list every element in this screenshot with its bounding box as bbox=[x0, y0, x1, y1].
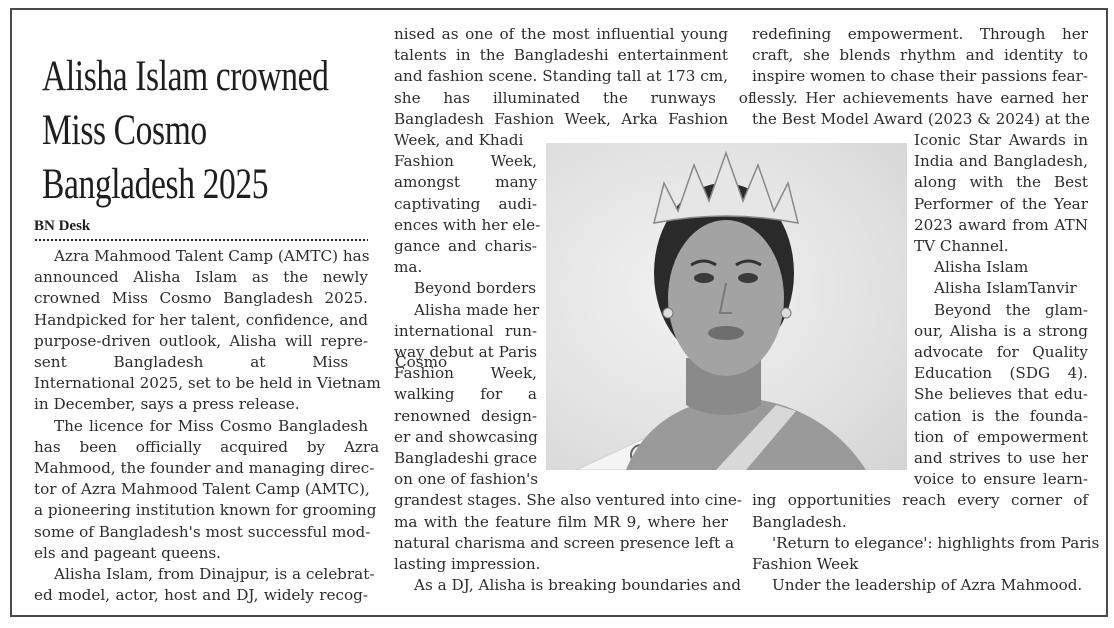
text-line: ing opportunities reach every corner of bbox=[752, 491, 1088, 510]
right-eye bbox=[738, 273, 758, 283]
text-line: er and showcasing bbox=[394, 427, 538, 446]
text-line: sent Bangladesh at Miss Cosmo bbox=[34, 353, 448, 372]
text-line: grandest stages. She also ventured into cine- bbox=[394, 491, 743, 510]
text-line: Beyond the glam- bbox=[934, 300, 1088, 319]
text-line: announced Alisha Islam as the newly bbox=[34, 268, 368, 287]
text-line: gance and charis- bbox=[394, 237, 537, 256]
text-line: natural charisma and screen presence left a bbox=[394, 533, 735, 552]
text-line: Alisha IslamTanvir bbox=[934, 279, 1077, 298]
text-line: The licence for Miss Cosmo Bangladesh bbox=[54, 416, 368, 435]
text-line: has been officially acquired by Azra bbox=[34, 437, 380, 456]
face bbox=[668, 220, 784, 376]
column-1 bbox=[34, 246, 448, 606]
portrait-illustration bbox=[546, 143, 907, 470]
text-line: talents in the Bangladeshi entertainment bbox=[394, 46, 728, 65]
portrait-photo bbox=[546, 143, 907, 470]
text-line: cation is the founda- bbox=[914, 406, 1088, 425]
text-line: As a DJ, Alisha is breaking boundaries and bbox=[414, 576, 742, 595]
byline: BN Desk bbox=[34, 218, 91, 234]
text-line: purpose-driven outlook, Alisha will repre- bbox=[34, 331, 368, 350]
text-line: our, Alisha is a strong bbox=[914, 321, 1088, 340]
text-line: in December, says a press release. bbox=[34, 395, 300, 414]
text-line: walking for a bbox=[394, 385, 537, 404]
text-line: on one of fashion's bbox=[394, 470, 539, 489]
text-line: the Best Model Award (2023 & 2024) at the bbox=[752, 109, 1090, 128]
text-line: Week, and Khadi bbox=[394, 131, 524, 150]
right-earring bbox=[781, 308, 791, 318]
text-line: lessly. Her achievements have earned her bbox=[752, 88, 1088, 107]
text-line: ma with the feature film MR 9, where her bbox=[394, 512, 728, 531]
text-line: Fashion Week bbox=[752, 555, 859, 574]
text-line: captivating audi- bbox=[394, 194, 537, 213]
text-line: Bangladesh Fashion Week, Arka Fashion bbox=[394, 109, 728, 128]
crown bbox=[654, 153, 798, 223]
text-line: inspire women to chase their passions fear- bbox=[752, 67, 1088, 86]
text-line: Alisha Islam, from Dinajpur, is a celebrat- bbox=[54, 565, 375, 584]
text-line: craft, she blends rhythm and identity to bbox=[752, 46, 1088, 65]
text-line: Iconic Star Awards in bbox=[914, 131, 1088, 150]
text-line: 'Return to elegance': highlights from Paris bbox=[772, 533, 1100, 552]
text-line: Azra Mahmood Talent Camp (AMTC) has bbox=[54, 247, 370, 265]
text-line: nised as one of the most influential young bbox=[394, 25, 728, 43]
text-line: Bangladeshi grace bbox=[394, 449, 538, 468]
subhead: Beyond borders bbox=[414, 279, 537, 298]
text-line: Performer of the Year bbox=[914, 194, 1088, 213]
text-line: Education (SDG 4). bbox=[914, 364, 1088, 383]
text-line: amongst many bbox=[394, 173, 537, 192]
text-line: els and pageant queens. bbox=[34, 543, 221, 562]
text-line: tion of empowerment bbox=[914, 427, 1088, 446]
dotted-rule bbox=[34, 238, 368, 242]
headline bbox=[42, 50, 329, 212]
text-line: She believes that edu- bbox=[914, 385, 1088, 404]
text-line: ma. bbox=[394, 258, 423, 277]
text-line: lasting impression. bbox=[394, 555, 541, 574]
text-line: a pioneering institution known for grooming bbox=[34, 501, 377, 520]
text-line: Fashion Week, bbox=[394, 152, 537, 171]
text-line: renowned design- bbox=[394, 406, 537, 425]
text-line: she has illuminated the runways of bbox=[394, 88, 754, 107]
text-line: redefining empowerment. Through her bbox=[752, 25, 1088, 43]
lips bbox=[708, 326, 744, 340]
text-line: tor of Azra Mahmood Talent Camp (AMTC), bbox=[34, 480, 370, 499]
text-line: India and Bangladesh, bbox=[914, 152, 1088, 171]
text-line: Fashion Week, bbox=[394, 364, 537, 383]
text-line: International 2025, set to be held in Vietnam bbox=[34, 374, 381, 393]
text-line: Alisha made her bbox=[414, 300, 540, 319]
text-line: ences with her ele- bbox=[394, 215, 541, 234]
headline-line: Alisha Islam crowned bbox=[42, 53, 329, 100]
text-line: way debut at Paris bbox=[394, 343, 538, 362]
left-earring bbox=[663, 308, 673, 318]
text-line: and fashion scene. Standing tall at 173 cm, bbox=[394, 67, 728, 86]
headline-line: Miss Cosmo bbox=[42, 107, 207, 154]
text-line: Under the leadership of Azra Mahmood. bbox=[772, 576, 1083, 595]
text-line: and strives to use her bbox=[914, 449, 1088, 468]
text-line: Handpicked for her talent, confidence, and bbox=[34, 310, 368, 329]
text-line: international run- bbox=[394, 321, 537, 340]
text-line: Alisha Islam bbox=[934, 258, 1029, 277]
text-line: along with the Best bbox=[914, 173, 1088, 192]
text-line: crowned Miss Cosmo Bangladesh 2025. bbox=[34, 289, 368, 308]
text-line: some of Bangladesh's most successful mod- bbox=[34, 522, 371, 541]
text-line: advocate for Quality bbox=[914, 343, 1088, 362]
text-line: 2023 award from ATN bbox=[914, 215, 1088, 234]
text-line: Bangladesh. bbox=[752, 512, 847, 531]
text-line: Mahmood, the founder and managing direc- bbox=[34, 459, 375, 478]
text-line: voice to ensure learn- bbox=[914, 470, 1088, 489]
text-line: ed model, actor, host and DJ, widely recog- bbox=[34, 586, 368, 605]
headline-line: Bangladesh 2025 bbox=[42, 161, 269, 208]
left-eye bbox=[694, 273, 714, 283]
text-line: TV Channel. bbox=[914, 237, 1009, 256]
